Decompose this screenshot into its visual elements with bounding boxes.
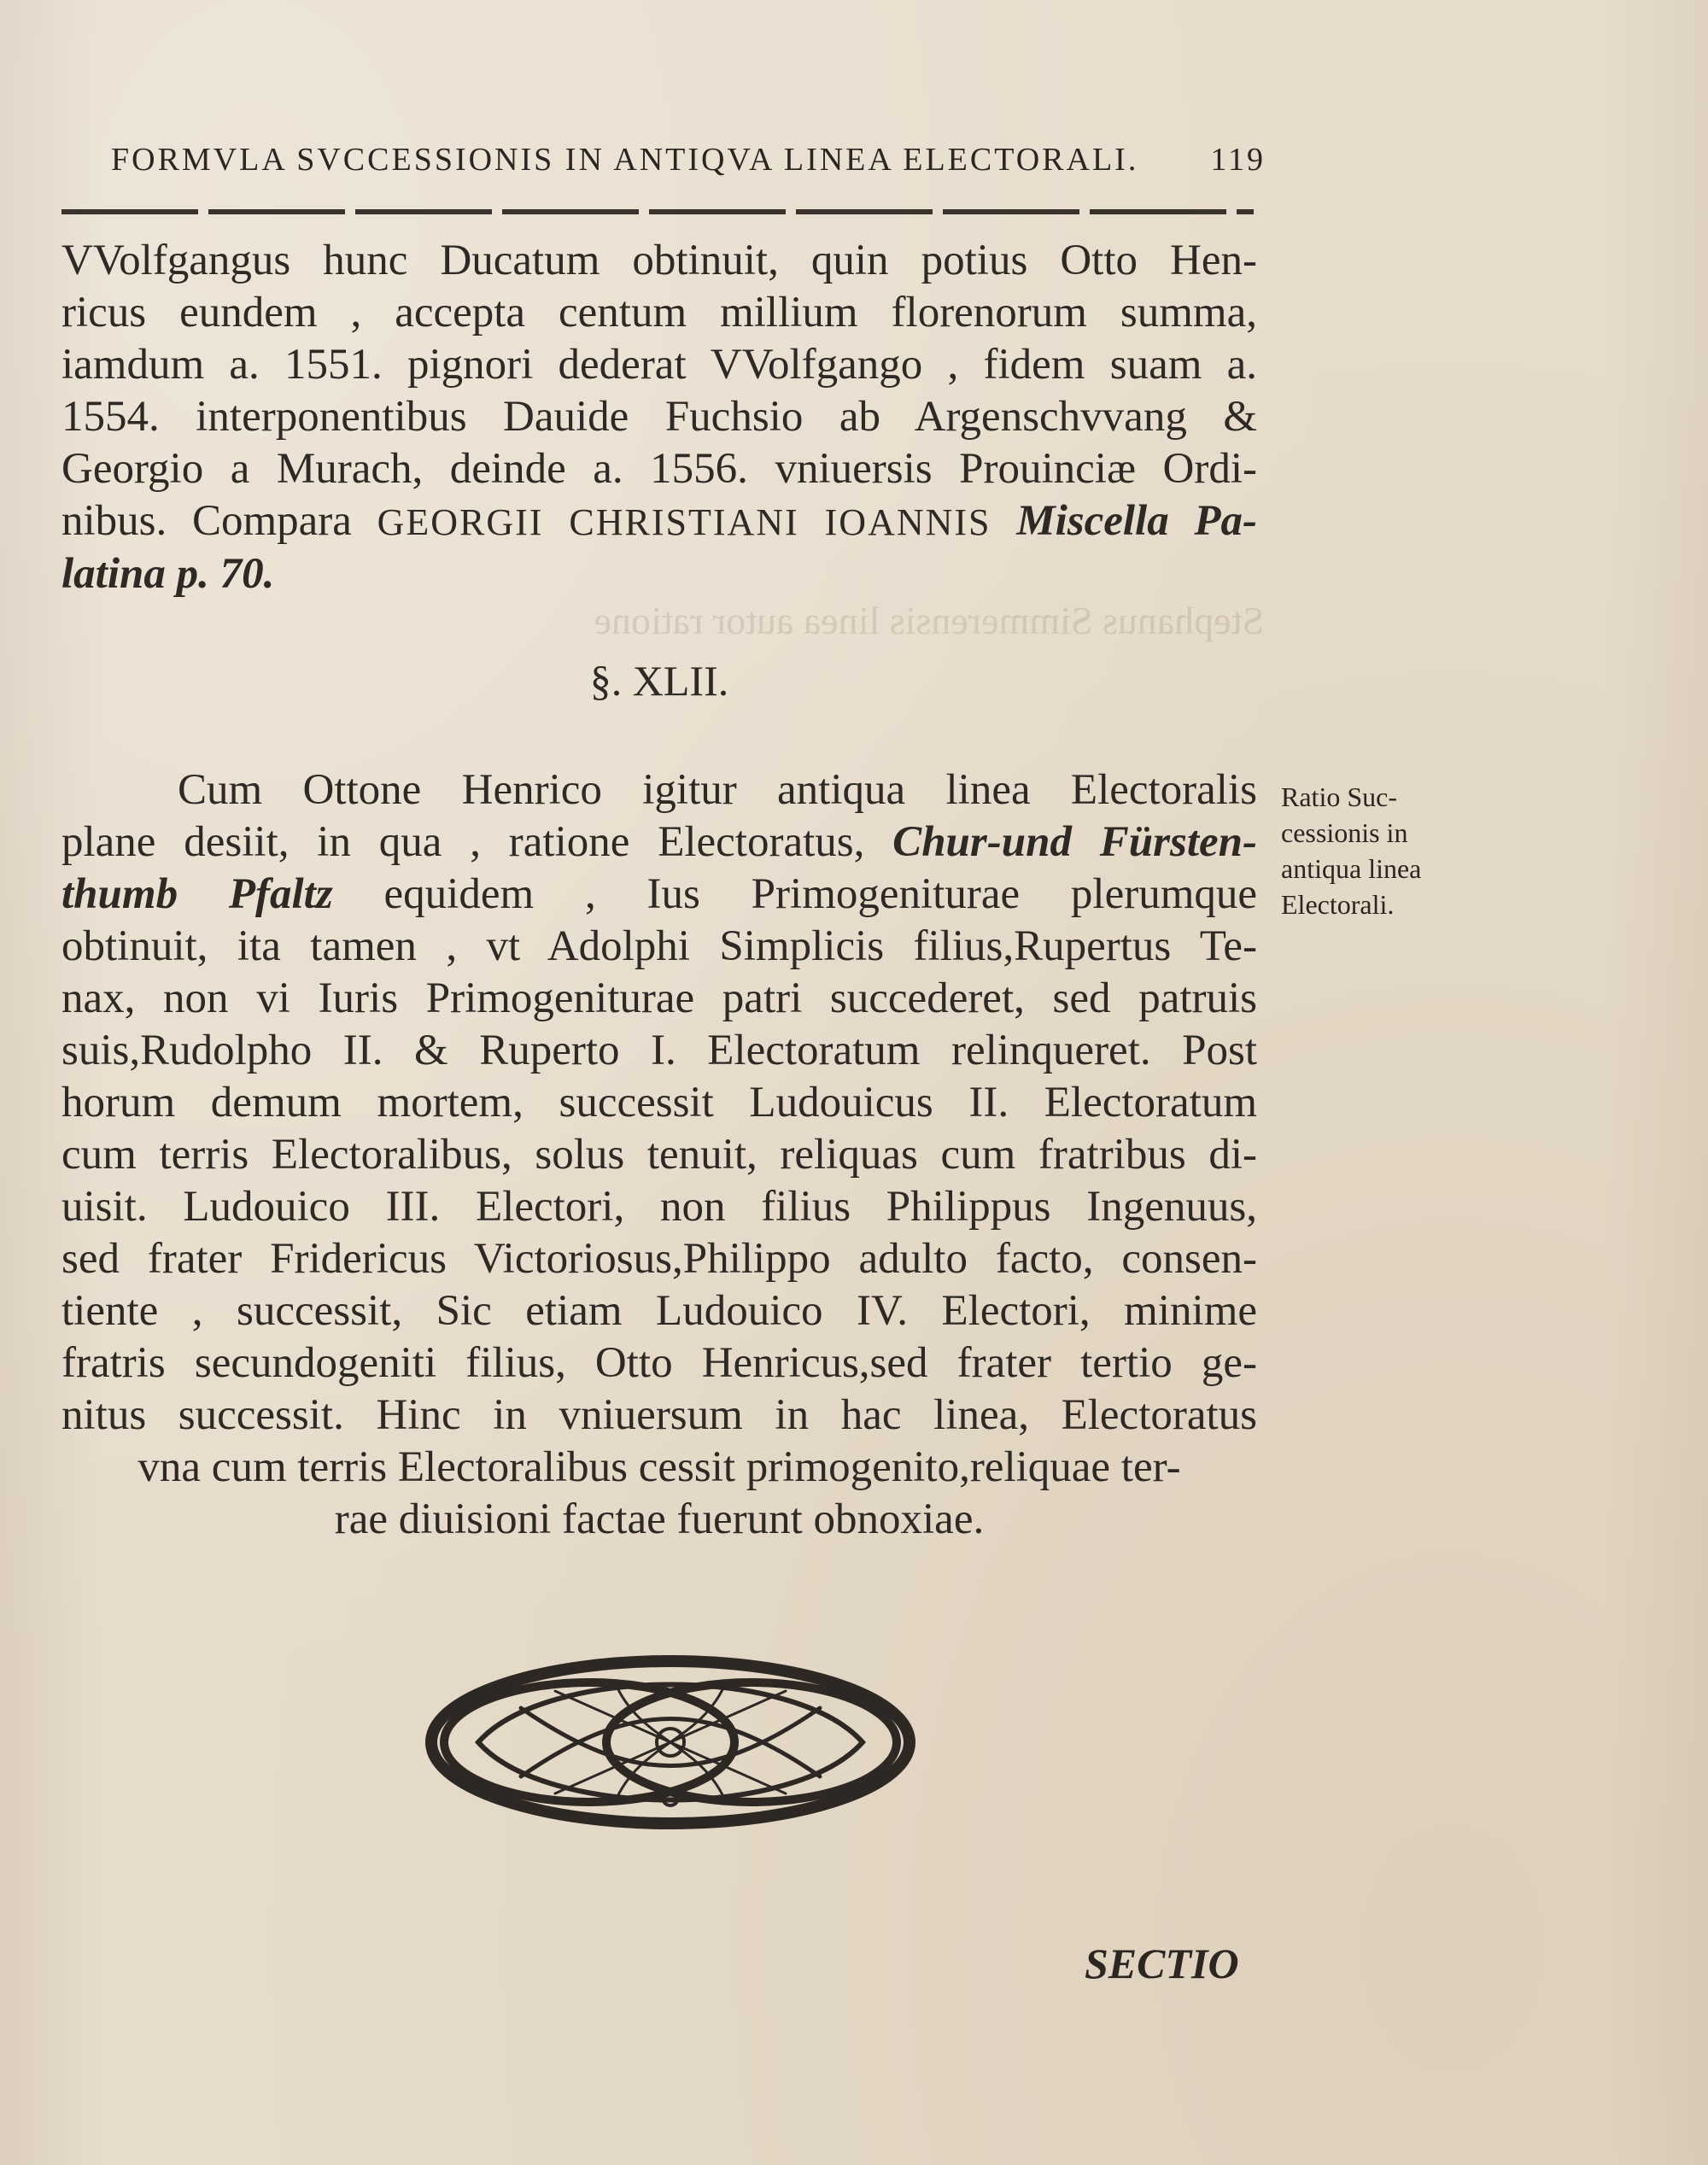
margin-note-line: antiqua linea bbox=[1281, 853, 1422, 884]
catchword: SECTIO bbox=[1085, 1940, 1239, 1987]
book-title: Miscella Pa- bbox=[1016, 497, 1258, 545]
text-line: nitus successit. Hinc in vniuersum in hac linea, Electoratus bbox=[61, 1391, 1257, 1439]
author-name: GEORGII CHRISTIANI IOANNIS bbox=[377, 501, 991, 543]
knot-ornament bbox=[418, 1648, 922, 1836]
header-rule bbox=[61, 209, 1254, 214]
margin-note-line: Ratio Suc- bbox=[1281, 781, 1397, 812]
text-line: rae diuisioni factae fuerunt obnoxiae. bbox=[334, 1495, 985, 1543]
show-through-text: Stephanus Simmerensis linea autor ratione bbox=[594, 599, 1264, 642]
text-line: Georgio a Murach, deinde a. 1556. vniuersis Prouinciæ Ordi- bbox=[61, 445, 1257, 493]
section-heading: §. XLII. bbox=[589, 657, 729, 705]
text-line: nax, non vi Iuris Primogeniturae patri succederet, sed patruis bbox=[61, 974, 1257, 1022]
paragraph-continued bbox=[61, 235, 1257, 600]
text-line: horum demum mortem, successit Ludouicus II. Electoratum bbox=[61, 1079, 1257, 1126]
text-span: plane desiit, in qua , ratione Electoratus, bbox=[61, 818, 865, 866]
page-number: 119 bbox=[1210, 142, 1266, 178]
text-line: sed frater Fridericus Victoriosus,Philippo adulto facto, consen- bbox=[61, 1235, 1257, 1283]
german-title: thumb Pfaltz bbox=[61, 870, 333, 918]
text-line bbox=[61, 816, 1257, 869]
text-line bbox=[61, 869, 1257, 921]
text-line: obtinuit, ita tamen , vt Adolphi Simplicis filius,Rupertus Te- bbox=[61, 922, 1257, 970]
running-title: FORMVLA SVCCESSIONIS IN ANTIQVA LINEA ELECTORALI. bbox=[111, 142, 1139, 178]
text-line: Cum Ottone Henrico igitur antiqua linea Electoralis bbox=[178, 766, 1257, 814]
margin-note-line: Electorali. bbox=[1281, 889, 1395, 920]
running-header bbox=[111, 141, 1266, 178]
german-title: Chur-und Fürsten- bbox=[892, 818, 1258, 866]
text-line: 1554. interponentibus Dauide Fuchsio ab Argenschvvang & bbox=[61, 393, 1257, 441]
text-line bbox=[61, 495, 1257, 548]
margin-note-line: cessionis in bbox=[1281, 817, 1408, 848]
text-line: vna cum terris Electoralibus cessit primogenito,reliquae ter- bbox=[137, 1443, 1181, 1491]
text-line: iamdum a. 1551. pignori dederat VVolfgango , fidem suam a. bbox=[61, 341, 1257, 389]
text-line: VVolfgangus hunc Ducatum obtinuit, quin potius Otto Hen- bbox=[61, 237, 1257, 284]
text-line: latina p. 70. bbox=[61, 550, 275, 598]
margin-note bbox=[1281, 779, 1452, 922]
text-span: nibus. Compara bbox=[61, 497, 352, 545]
text-line: fratris secundogeniti filius, Otto Henricus,sed frater tertio ge- bbox=[61, 1339, 1257, 1387]
text-line: uisit. Ludouico III. Electori, non filius Philippus Ingenuus, bbox=[61, 1183, 1257, 1231]
text-line: cum terris Electoralibus, solus tenuit, reliquas cum fratribus di- bbox=[61, 1131, 1257, 1179]
text-line: tiente , successit, Sic etiam Ludouico IV. Electori, minime bbox=[61, 1287, 1257, 1335]
text-line: ricus eundem , accepta centum millium florenorum summa, bbox=[61, 289, 1257, 336]
paragraph-main bbox=[61, 764, 1257, 1546]
text-span: equidem , Ius Primogeniturae plerumque bbox=[383, 870, 1258, 918]
text-line: suis,Rudolpho II. & Ruperto I. Electoratum relinqueret. Post bbox=[61, 1027, 1257, 1074]
